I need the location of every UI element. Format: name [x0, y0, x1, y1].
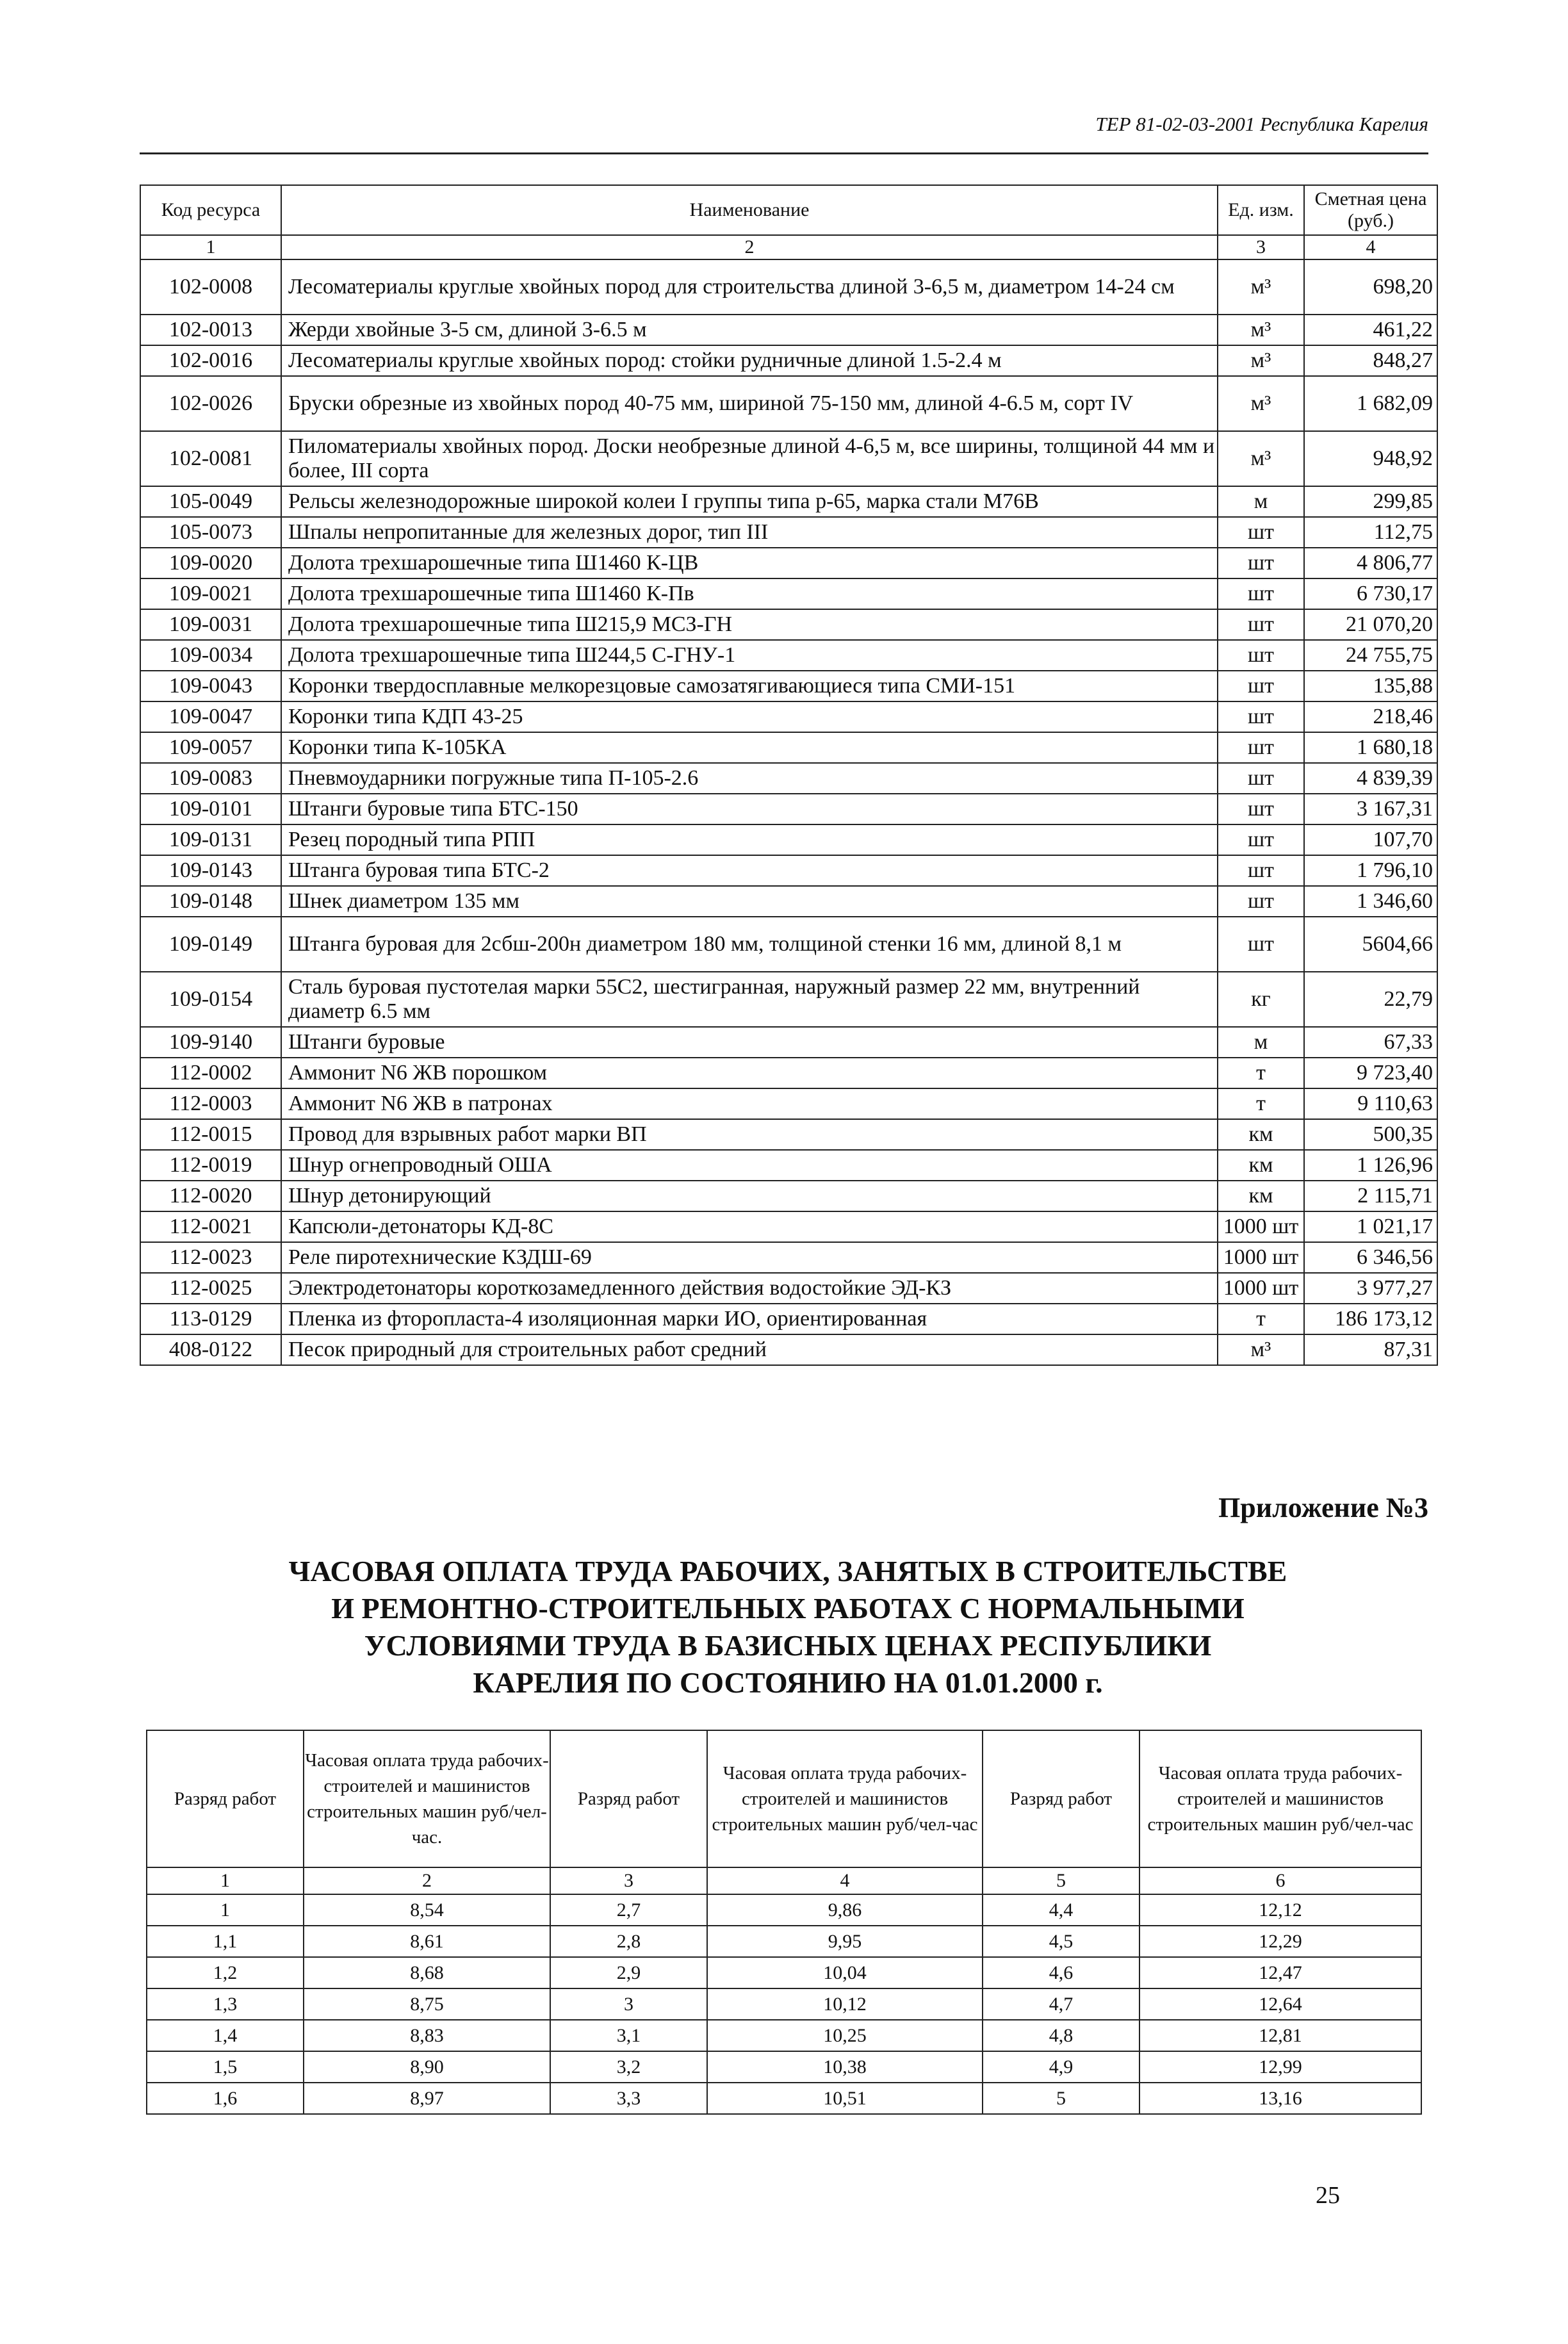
resource-code: 102-0013: [140, 315, 281, 345]
table-row: [140, 794, 1437, 824]
resource-unit: м: [1218, 1027, 1304, 1058]
table-row: [140, 763, 1437, 794]
resource-name: Штанги буровые типа БТС-150: [281, 794, 1218, 824]
resource-unit: м: [1218, 486, 1304, 517]
table-row: [140, 1181, 1437, 1211]
table-row: [140, 732, 1437, 763]
resource-unit: шт: [1218, 886, 1304, 917]
table-row: [140, 886, 1437, 917]
resource-unit: 1000 шт: [1218, 1273, 1304, 1304]
wage-table: [146, 1730, 1422, 2115]
table-row: [140, 609, 1437, 640]
page-number: 25: [1316, 2182, 1340, 2209]
resource-name: Реле пиротехнические КЗДШ-69: [281, 1242, 1218, 1273]
resource-name: Штанга буровая для 2сбш-200н диаметром 180 мм, толщиной стенки 16 мм, длиной 8,1 м: [281, 917, 1218, 972]
resource-unit: шт: [1218, 640, 1304, 671]
column-number: 2: [281, 235, 1218, 259]
column-header: Часовая оплата труда рабочих-строителей и машинистов строительных машин руб/чел-час: [1139, 1730, 1421, 1867]
resource-name: Электродетонаторы короткозамедленного действия водостойкие ЭД-КЗ: [281, 1273, 1218, 1304]
resource-name: Пиломатериалы хвойных пород. Доски необрезные длиной 4-6,5 м, все ширины, толщиной 44 мм и более, III сорта: [281, 431, 1218, 486]
resource-code: 408-0122: [140, 1334, 281, 1365]
resource-price: 1 796,10: [1304, 855, 1437, 886]
resource-name: Долота трехшарошечные типа Ш1460 К-ЦВ: [281, 548, 1218, 578]
resource-name: Шпалы непропитанные для железных дорог, тип III: [281, 517, 1218, 548]
title-line: УСЛОВИЯМИ ТРУДА В БАЗИСНЫХ ЦЕНАХ РЕСПУБЛИКИ: [364, 1629, 1212, 1662]
resource-unit: т: [1218, 1304, 1304, 1334]
appendix-title: [192, 1553, 1384, 1701]
resource-code: 109-0057: [140, 732, 281, 763]
grade-cell: 1,1: [147, 1926, 304, 1957]
grade-cell: 2,9: [550, 1957, 707, 1988]
table-row: [140, 1334, 1437, 1365]
table-row: [147, 2051, 1421, 2083]
resource-code: 109-0143: [140, 855, 281, 886]
resource-price: 22,79: [1304, 972, 1437, 1027]
resource-price: 218,46: [1304, 701, 1437, 732]
wage-table-body: [147, 1894, 1421, 2114]
table-row: [140, 701, 1437, 732]
resource-price: 4 839,39: [1304, 763, 1437, 794]
grade-cell: 5: [983, 2083, 1139, 2114]
resource-unit: м³: [1218, 376, 1304, 431]
resource-unit: шт: [1218, 732, 1304, 763]
grade-cell: 1,4: [147, 2020, 304, 2051]
resource-name: Коронки твердосплавные мелкорезцовые самозатягивающиеся типа СМИ-151: [281, 671, 1218, 701]
resource-unit: шт: [1218, 824, 1304, 855]
resource-name: Аммонит N6 ЖВ в патронах: [281, 1088, 1218, 1119]
column-number: 2: [304, 1867, 550, 1894]
resource-unit: 1000 шт: [1218, 1242, 1304, 1273]
resource-code: 109-0149: [140, 917, 281, 972]
column-header: Наименование: [281, 185, 1218, 235]
resource-code: 109-0020: [140, 548, 281, 578]
hourly-pay-cell: 12,12: [1139, 1894, 1421, 1926]
hourly-pay-cell: 8,61: [304, 1926, 550, 1957]
column-number: 3: [1218, 235, 1304, 259]
resource-code: 112-0020: [140, 1181, 281, 1211]
hourly-pay-cell: 10,51: [707, 2083, 983, 2114]
resource-code: 102-0016: [140, 345, 281, 376]
table-row: [140, 1273, 1437, 1304]
resource-code: 109-9140: [140, 1027, 281, 1058]
table-row: [140, 1027, 1437, 1058]
resource-code: 109-0154: [140, 972, 281, 1027]
table-row: [140, 517, 1437, 548]
appendix-label: Приложение №3: [1218, 1492, 1428, 1523]
resource-code: 112-0002: [140, 1058, 281, 1088]
resource-name: Коронки типа К-105КА: [281, 732, 1218, 763]
resource-price: 698,20: [1304, 259, 1437, 315]
resource-name: Аммонит N6 ЖВ порошком: [281, 1058, 1218, 1088]
column-header: Часовая оплата труда рабочих-строителей и машинистов строительных машин руб/чел-час.: [304, 1730, 550, 1867]
table-header-row: [140, 185, 1437, 235]
resource-price: 1 682,09: [1304, 376, 1437, 431]
resource-unit: шт: [1218, 671, 1304, 701]
hourly-pay-cell: 8,97: [304, 2083, 550, 2114]
grade-cell: 1,3: [147, 1988, 304, 2020]
table-row: [140, 972, 1437, 1027]
resource-unit: км: [1218, 1181, 1304, 1211]
grade-cell: 3,1: [550, 2020, 707, 2051]
resource-name: Шнур детонирующий: [281, 1181, 1218, 1211]
resource-name: Долота трехшарошечные типа Ш215,9 МСЗ-ГН: [281, 609, 1218, 640]
resource-unit: т: [1218, 1088, 1304, 1119]
resource-unit: шт: [1218, 917, 1304, 972]
table-row: [140, 259, 1437, 315]
grade-cell: 1,5: [147, 2051, 304, 2083]
resource-name: Лесоматериалы круглые хвойных пород: стойки рудничные длиной 1.5-2.4 м: [281, 345, 1218, 376]
resource-name: Сталь буровая пустотелая марки 55С2, шестигранная, наружный размер 22 мм, внутренний диаметр 6.5 мм: [281, 972, 1218, 1027]
resource-name: Жерди хвойные 3-5 см, длиной 3-6.5 м: [281, 315, 1218, 345]
column-header: Ед. изм.: [1218, 185, 1304, 235]
grade-cell: 4,9: [983, 2051, 1139, 2083]
resource-code: 112-0021: [140, 1211, 281, 1242]
resource-unit: шт: [1218, 855, 1304, 886]
resource-name: Песок природный для строительных работ средний: [281, 1334, 1218, 1365]
table-row: [140, 1304, 1437, 1334]
title-line: И РЕМОНТНО-СТРОИТЕЛЬНЫХ РАБОТАХ С НОРМАЛЬНЫМИ: [331, 1592, 1245, 1625]
resource-price: 1 021,17: [1304, 1211, 1437, 1242]
hourly-pay-cell: 12,47: [1139, 1957, 1421, 1988]
title-line: ЧАСОВАЯ ОПЛАТА ТРУДА РАБОЧИХ, ЗАНЯТЫХ В СТРОИТЕЛЬСТВЕ: [288, 1555, 1287, 1587]
resource-code: 109-0131: [140, 824, 281, 855]
resource-unit: т: [1218, 1058, 1304, 1088]
resource-code: 109-0148: [140, 886, 281, 917]
resource-code: 112-0019: [140, 1150, 281, 1181]
resource-price: 9 110,63: [1304, 1088, 1437, 1119]
resource-unit: км: [1218, 1150, 1304, 1181]
grade-cell: 1,2: [147, 1957, 304, 1988]
grade-cell: 4,4: [983, 1894, 1139, 1926]
hourly-pay-cell: 12,99: [1139, 2051, 1421, 2083]
resource-price: 3 167,31: [1304, 794, 1437, 824]
hourly-pay-cell: 12,64: [1139, 1988, 1421, 2020]
grade-cell: 4,8: [983, 2020, 1139, 2051]
resource-name: Штанга буровая типа БТС-2: [281, 855, 1218, 886]
hourly-pay-cell: 10,12: [707, 1988, 983, 2020]
resource-name: Долота трехшарошечные типа Ш244,5 С-ГНУ-1: [281, 640, 1218, 671]
resource-name: Провод для взрывных работ марки ВП: [281, 1119, 1218, 1150]
table-row: [140, 548, 1437, 578]
grade-cell: 3,2: [550, 2051, 707, 2083]
column-header: Часовая оплата труда рабочих-строителей и машинистов строительных машин руб/чел-час: [707, 1730, 983, 1867]
column-number: 4: [1304, 235, 1437, 259]
resources-table-body: [140, 259, 1437, 1365]
resource-name: Бруски обрезные из хвойных пород 40-75 мм, шириной 75-150 мм, длиной 4-6.5 м, сорт IV: [281, 376, 1218, 431]
resource-code: 109-0083: [140, 763, 281, 794]
column-header: Разряд работ: [550, 1730, 707, 1867]
resource-code: 109-0034: [140, 640, 281, 671]
column-header: Код ресурса: [140, 185, 281, 235]
header-rule: [140, 152, 1428, 154]
grade-cell: 4,6: [983, 1957, 1139, 1988]
running-header: ТЕР 81-02-03-2001 Республика Карелия: [1095, 113, 1428, 135]
resource-unit: шт: [1218, 794, 1304, 824]
column-header: Разряд работ: [983, 1730, 1139, 1867]
table-row: [147, 1957, 1421, 1988]
resource-name: Пленка из фторопласта-4 изоляционная марки ИО, ориентированная: [281, 1304, 1218, 1334]
hourly-pay-cell: 13,16: [1139, 2083, 1421, 2114]
grade-cell: 4,7: [983, 1988, 1139, 2020]
resource-price: 21 070,20: [1304, 609, 1437, 640]
resource-price: 67,33: [1304, 1027, 1437, 1058]
table-row: [140, 640, 1437, 671]
hourly-pay-cell: 8,68: [304, 1957, 550, 1988]
hourly-pay-cell: 8,54: [304, 1894, 550, 1926]
resource-price: 1 346,60: [1304, 886, 1437, 917]
resource-code: 109-0043: [140, 671, 281, 701]
table-row: [140, 917, 1437, 972]
resource-price: 6 730,17: [1304, 578, 1437, 609]
resource-code: 112-0025: [140, 1273, 281, 1304]
resource-name: Рельсы железнодорожные широкой колеи I группы типа р-65, марка стали М76В: [281, 486, 1218, 517]
column-number: 3: [550, 1867, 707, 1894]
resource-name: Долота трехшарошечные типа Ш1460 К-Пв: [281, 578, 1218, 609]
grade-cell: 1,6: [147, 2083, 304, 2114]
resource-code: 112-0023: [140, 1242, 281, 1273]
resource-code: 105-0073: [140, 517, 281, 548]
resource-name: Резец породный типа РПП: [281, 824, 1218, 855]
table-row: [147, 1894, 1421, 1926]
resource-code: 109-0047: [140, 701, 281, 732]
resource-name: Лесоматериалы круглые хвойных пород для строительства длиной 3-6,5 м, диаметром 14-24 см: [281, 259, 1218, 315]
table-row: [140, 315, 1437, 345]
resource-price: 848,27: [1304, 345, 1437, 376]
table-row: [140, 1242, 1437, 1273]
title-line: КАРЕЛИЯ ПО СОСТОЯНИЮ НА 01.01.2000 г.: [473, 1666, 1103, 1699]
resource-code: 109-0101: [140, 794, 281, 824]
resource-code: 112-0003: [140, 1088, 281, 1119]
resource-price: 299,85: [1304, 486, 1437, 517]
table-row: [140, 486, 1437, 517]
resource-price: 3 977,27: [1304, 1273, 1437, 1304]
column-number: 1: [147, 1867, 304, 1894]
table-row: [140, 1088, 1437, 1119]
table-header-row: [147, 1730, 1421, 1867]
table-row: [140, 855, 1437, 886]
table-row: [140, 671, 1437, 701]
resource-price: 24 755,75: [1304, 640, 1437, 671]
resource-name: Капсюли-детонаторы КД-8С: [281, 1211, 1218, 1242]
resource-price: 9 723,40: [1304, 1058, 1437, 1088]
resource-unit: м³: [1218, 345, 1304, 376]
resource-price: 186 173,12: [1304, 1304, 1437, 1334]
column-number: 1: [140, 235, 281, 259]
column-header: Сметная цена (руб.): [1304, 185, 1437, 235]
resource-price: 1 680,18: [1304, 732, 1437, 763]
hourly-pay-cell: 8,90: [304, 2051, 550, 2083]
table-row: [147, 2083, 1421, 2114]
resource-unit: м³: [1218, 315, 1304, 345]
grade-cell: 3,3: [550, 2083, 707, 2114]
resource-unit: кг: [1218, 972, 1304, 1027]
table-row: [147, 2020, 1421, 2051]
resource-price: 2 115,71: [1304, 1181, 1437, 1211]
resource-code: 109-0031: [140, 609, 281, 640]
resource-unit: м³: [1218, 431, 1304, 486]
resource-price: 500,35: [1304, 1119, 1437, 1150]
table-row: [147, 1926, 1421, 1957]
hourly-pay-cell: 10,04: [707, 1957, 983, 1988]
grade-cell: 4,5: [983, 1926, 1139, 1957]
resource-price: 87,31: [1304, 1334, 1437, 1365]
column-number: 6: [1139, 1867, 1421, 1894]
table-row: [140, 1211, 1437, 1242]
grade-cell: 3: [550, 1988, 707, 2020]
resource-price: 948,92: [1304, 431, 1437, 486]
hourly-pay-cell: 9,86: [707, 1894, 983, 1926]
column-number-row: [140, 235, 1437, 259]
resource-code: 105-0049: [140, 486, 281, 517]
resource-code: 102-0026: [140, 376, 281, 431]
resource-unit: шт: [1218, 763, 1304, 794]
column-header: Разряд работ: [147, 1730, 304, 1867]
resource-name: Пневмоударники погружные типа П-105-2.6: [281, 763, 1218, 794]
resource-price: 5604,66: [1304, 917, 1437, 972]
resource-code: 102-0081: [140, 431, 281, 486]
hourly-pay-cell: 9,95: [707, 1926, 983, 1957]
resource-unit: м³: [1218, 259, 1304, 315]
hourly-pay-cell: 12,29: [1139, 1926, 1421, 1957]
resource-unit: шт: [1218, 701, 1304, 732]
resource-name: Шнур огнепроводный ОША: [281, 1150, 1218, 1181]
hourly-pay-cell: 12,81: [1139, 2020, 1421, 2051]
resource-name: Коронки типа КДП 43-25: [281, 701, 1218, 732]
table-row: [140, 1058, 1437, 1088]
resource-name: Штанги буровые: [281, 1027, 1218, 1058]
resource-unit: шт: [1218, 548, 1304, 578]
resource-code: 102-0008: [140, 259, 281, 315]
hourly-pay-cell: 8,83: [304, 2020, 550, 2051]
table-row: [140, 578, 1437, 609]
table-row: [140, 345, 1437, 376]
table-row: [147, 1988, 1421, 2020]
resource-price: 112,75: [1304, 517, 1437, 548]
grade-cell: 2,8: [550, 1926, 707, 1957]
resource-price: 461,22: [1304, 315, 1437, 345]
resource-price: 135,88: [1304, 671, 1437, 701]
resource-unit: м³: [1218, 1334, 1304, 1365]
resource-price: 4 806,77: [1304, 548, 1437, 578]
table-row: [140, 431, 1437, 486]
hourly-pay-cell: 8,75: [304, 1988, 550, 2020]
resource-code: 113-0129: [140, 1304, 281, 1334]
table-row: [140, 1150, 1437, 1181]
resource-unit: шт: [1218, 609, 1304, 640]
column-number: 5: [983, 1867, 1139, 1894]
table-row: [140, 824, 1437, 855]
hourly-pay-cell: 10,25: [707, 2020, 983, 2051]
resource-price: 6 346,56: [1304, 1242, 1437, 1273]
resource-name: Шнек диаметром 135 мм: [281, 886, 1218, 917]
resource-unit: км: [1218, 1119, 1304, 1150]
hourly-pay-cell: 10,38: [707, 2051, 983, 2083]
resource-unit: шт: [1218, 517, 1304, 548]
table-row: [140, 376, 1437, 431]
resource-unit: шт: [1218, 578, 1304, 609]
column-number: 4: [707, 1867, 983, 1894]
resource-unit: 1000 шт: [1218, 1211, 1304, 1242]
resource-code: 109-0021: [140, 578, 281, 609]
resource-code: 112-0015: [140, 1119, 281, 1150]
resource-price: 107,70: [1304, 824, 1437, 855]
column-number-row: [147, 1867, 1421, 1894]
grade-cell: 2,7: [550, 1894, 707, 1926]
resources-table: [140, 184, 1438, 1366]
resource-price: 1 126,96: [1304, 1150, 1437, 1181]
table-row: [140, 1119, 1437, 1150]
grade-cell: 1: [147, 1894, 304, 1926]
